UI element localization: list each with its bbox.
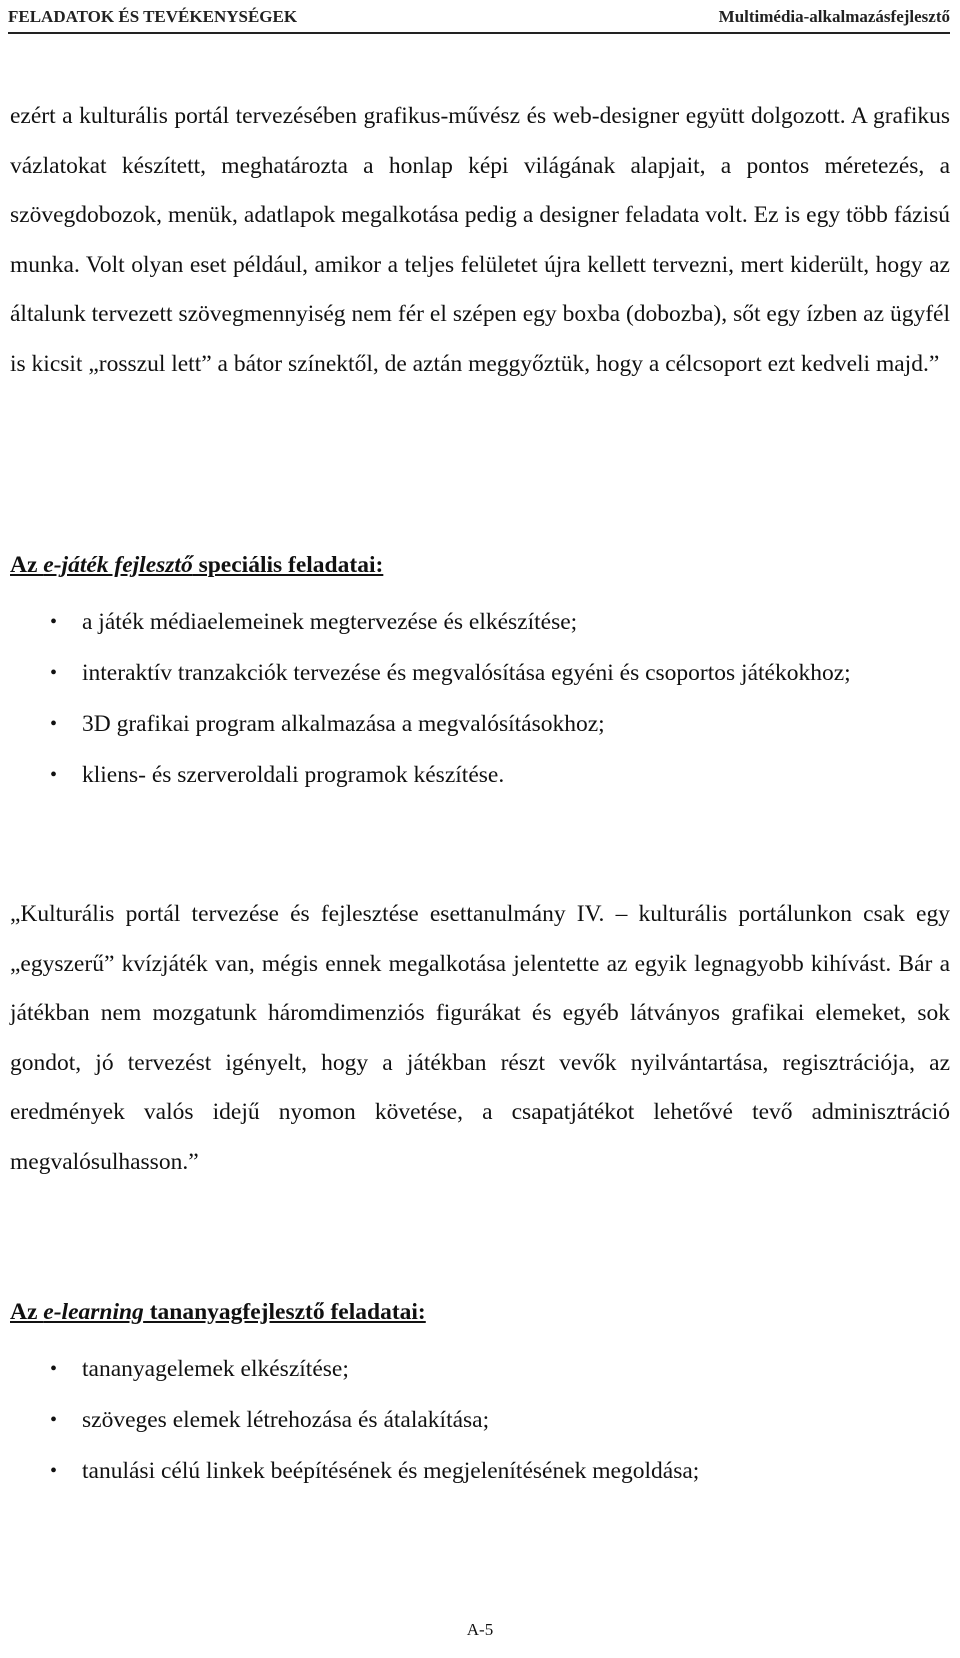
list-item: • tananyagelemek elkészítése; — [10, 1344, 950, 1395]
bullet-icon: • — [50, 713, 58, 735]
list-item: • a játék médiaelemeinek megtervezése és elkészítése; — [10, 597, 950, 648]
bullet-icon: • — [50, 662, 58, 684]
paragraph-intro: ezért a kulturális portál tervezésében grafikus-művész és web-designer együtt dolgozott. A grafikus vázlatokat készített, meghatározta a honlap képi világának alapjait, a pontos méretezés, a szövegdobozok, menük, adatlapok megalkotása pedig a designer feladata volt. Ez is egy több fázisú munka. Volt olyan eset például, amikor a teljes felületet újra kellett tervezni, mert kiderült, hogy az általunk tervezett szövegmennyiség nem fér el szépen egy boxba (dobozba), sőt egy ízben az ügyfél is kicsit „rosszul lett” a bátor színektől, de aztán meggyőztük, hogy a célcsoport ezt kedveli majd.” — [10, 103, 950, 377]
section-heading-egame: Az e-játék fejlesztő speciális feladatai: — [10, 552, 384, 578]
section-egame — [10, 545, 950, 801]
bullet-icon: • — [50, 1358, 58, 1380]
header-right: Multimédia-alkalmazásfejlesztő — [718, 7, 950, 26]
bullet-icon: • — [50, 1409, 58, 1431]
section-heading-elearning: Az e-learning tananyagfejlesztő feladatai: — [10, 1299, 426, 1325]
list-item: • tanulási célú linkek beépítésének és megjelenítésének megoldása; — [10, 1446, 950, 1497]
list-item: • interaktív tranzakciók tervezése és megvalósítása egyéni és csoportos játékokhoz; — [10, 648, 950, 699]
bullet-icon: • — [50, 764, 58, 786]
page-number: A-5 — [466, 1620, 494, 1639]
running-header — [8, 2, 950, 34]
list-item: • szöveges elemek létrehozása és átalakítása; — [10, 1395, 950, 1446]
paragraph-case-study: „Kulturális portál tervezése és fejlesztése esettanulmány IV. – kulturális portálunkon csak egy „egyszerű” kvízjáték van, mégis ennek megalkotása jelentette az egyik legnagyobb kihívást. Bár a játékban nem mozgatunk háromdimenziós figurákat és egyéb látványos grafikai elemeket, sok gondot, jó tervezést igényelt, hogy a játékban részt vevők nyilvántartása, regisztrációja, az eredmények valós idejű nyomon követése, a csapatjátékot lehetővé tevő adminisztráció megvalósulhasson.” — [10, 901, 950, 1175]
list-item: • 3D grafikai program alkalmazása a megvalósításokhoz; — [10, 699, 950, 750]
bullet-icon: • — [50, 1460, 58, 1482]
elearning-task-list — [10, 1344, 950, 1497]
egame-task-list — [10, 597, 950, 801]
header-left: FELADATOK ÉS TEVÉKENYSÉGEK — [8, 7, 298, 26]
bullet-icon: • — [50, 611, 58, 633]
list-item: • kliens- és szerveroldali programok készítése. — [10, 750, 950, 801]
section-elearning — [10, 1292, 950, 1497]
